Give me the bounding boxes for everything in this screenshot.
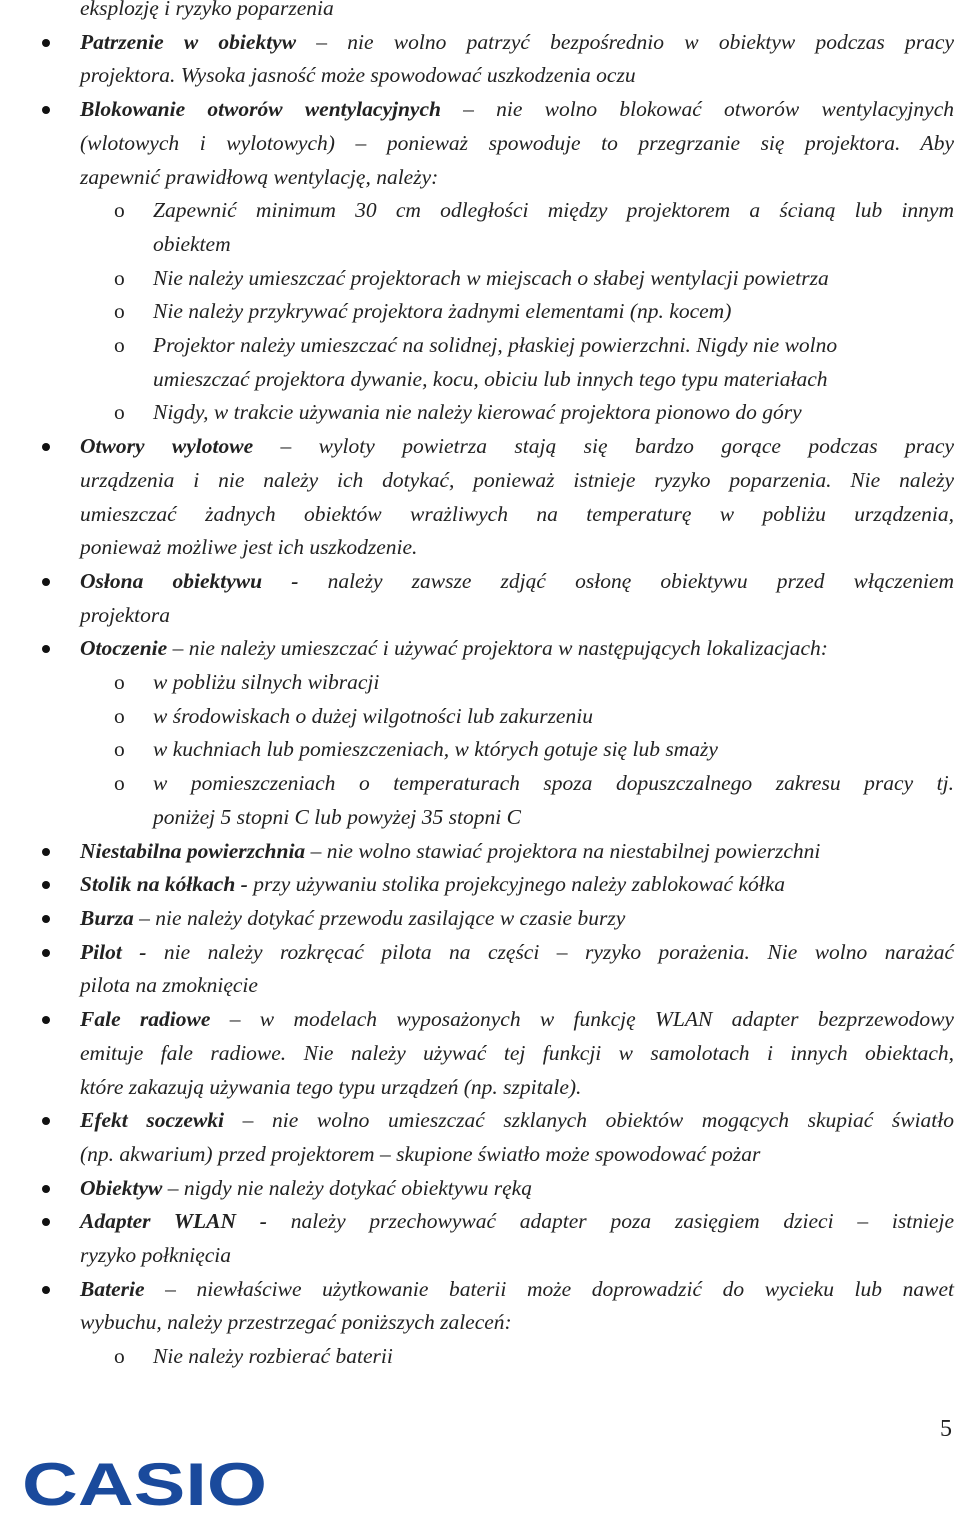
- item-text: Zapewnić minimum 30 cm odległości między projektorem a ścianą lub innym: [153, 198, 954, 223]
- line-text: [80, 1239, 954, 1273]
- item-text: – nie wolno patrzyć bezpośrednio w obiektyw podczas pracy: [296, 29, 954, 54]
- item-text: obiektem: [153, 231, 231, 256]
- sub-item-line: [0, 733, 960, 767]
- line-text: [153, 396, 954, 430]
- bullet-dot-icon: [42, 1185, 50, 1193]
- line-text: [153, 262, 954, 296]
- line-text: [80, 161, 954, 195]
- item-text: – nie wolno blokować otworów wentylacyjnych: [440, 97, 954, 122]
- item-text: – nie wolno stawiać projektora na niestabilnej powierzchni: [305, 838, 821, 863]
- line-text: [80, 498, 954, 532]
- line-text: [153, 700, 954, 734]
- sub-bullet-marker: o: [114, 299, 125, 324]
- item-text: urządzenia i nie należy ich dotykać, ponieważ istnieje ryzyko poparzenia. Nie należy: [80, 467, 954, 492]
- text-line: [0, 599, 960, 633]
- item-text: przy używaniu stolika projekcyjnego należy zablokować kółka: [247, 872, 786, 897]
- line-text: [153, 329, 954, 363]
- item-text: – niewłaściwe użytkowanie baterii może doprowadzić do wycieku lub nawet: [144, 1276, 954, 1301]
- sub-bullet-marker: o: [114, 333, 125, 358]
- line-text: [80, 464, 954, 498]
- line-text: [80, 0, 954, 26]
- sub-bullet-marker: o: [114, 737, 125, 762]
- bullet-dot-icon: [42, 1218, 50, 1226]
- line-text: [153, 228, 954, 262]
- item-heading: Pilot -: [80, 939, 147, 964]
- item-text: pilota na zmoknięcie: [80, 973, 258, 998]
- sub-item-line: [0, 666, 960, 700]
- bullet-item-line: [0, 93, 960, 127]
- item-text: Nie należy rozbierać baterii: [153, 1344, 393, 1369]
- bullet-dot-icon: [42, 106, 50, 114]
- casio-logo: [22, 1457, 272, 1516]
- line-text: [80, 936, 954, 970]
- item-heading: Stolik na kółkach -: [80, 872, 248, 897]
- bullet-dot-icon: [42, 881, 50, 889]
- sub-item-line: [0, 262, 960, 296]
- item-text: w kuchniach lub pomieszczeniach, w których gotuje się lub smaży: [153, 737, 718, 762]
- item-text: eksplozję i ryzyko poparzenia: [80, 0, 334, 20]
- item-heading: Efekt soczewki: [80, 1108, 225, 1133]
- line-text: [80, 1071, 954, 1105]
- text-line: [0, 228, 960, 262]
- bullet-dot-icon: [42, 645, 50, 653]
- line-text: [153, 194, 954, 228]
- item-text: zapewnić prawidłową wentylację, należy:: [80, 164, 439, 189]
- line-text: [153, 363, 954, 397]
- line-text: [80, 1138, 954, 1172]
- item-heading: Baterie: [80, 1276, 145, 1301]
- line-text: [80, 1273, 954, 1307]
- item-text: emituje fale radiowe. Nie należy używać tej funkcji w samolotach i innych obiektach,: [80, 1040, 954, 1065]
- text-line: [0, 127, 960, 161]
- sub-bullet-marker: o: [114, 703, 125, 728]
- sub-item-line: [0, 700, 960, 734]
- text-line: [0, 1138, 960, 1172]
- line-text: [80, 531, 954, 565]
- sub-item-line: [0, 396, 960, 430]
- casio-logo-mark: [22, 1457, 272, 1511]
- line-text: [153, 666, 954, 700]
- item-text: – w modelach wyposażonych w funkcję WLAN adapter bezprzewodowy: [210, 1007, 954, 1032]
- item-text: projektora. Wysoka jasność może spowodować uszkodzenia oczu: [80, 63, 636, 88]
- item-heading: Otoczenie: [80, 636, 168, 661]
- text-line: [0, 59, 960, 93]
- text-line: [0, 1306, 960, 1340]
- sub-bullet-marker: o: [114, 198, 125, 223]
- line-text: [80, 1172, 954, 1206]
- page-number: 5: [940, 1416, 952, 1442]
- line-text: [153, 1340, 954, 1374]
- item-text: umieszczać projektora dywanie, kocu, obiciu lub innych tego typu materiałach: [153, 366, 828, 391]
- sub-bullet-marker: o: [114, 400, 125, 425]
- item-text: Nie należy umieszczać projektorach w miejscach o słabej wentylacji powietrza: [153, 265, 829, 290]
- bullet-dot-icon: [42, 443, 50, 451]
- bullet-dot-icon: [42, 1117, 50, 1125]
- bullet-item-line: [0, 936, 960, 970]
- bullet-item-line: [0, 1205, 960, 1239]
- line-text: [80, 1306, 954, 1340]
- sub-item-line: [0, 295, 960, 329]
- line-text: [80, 1037, 954, 1071]
- bullet-item-line: [0, 1003, 960, 1037]
- item-text: (wlotowych i wylotowych) – ponieważ spowoduje to przegrzanie się projektora. Aby: [80, 130, 954, 155]
- text-line: [0, 498, 960, 532]
- text-line: [0, 363, 960, 397]
- item-text: – nie należy umieszczać i używać projektora w następujących lokalizacjach:: [167, 636, 828, 661]
- item-text: w pomieszczeniach o temperaturach spoza dopuszczalnego zakresu pracy tj.: [153, 771, 954, 796]
- item-text: Nigdy, w trakcie używania nie należy kierować projektora pionowo do góry: [153, 400, 802, 425]
- bullet-item-line: [0, 1273, 960, 1307]
- item-heading: Obiektyw: [80, 1175, 163, 1200]
- item-heading: Burza: [80, 905, 134, 930]
- item-text: umieszczać żadnych obiektów wrażliwych na temperaturę w pobliżu urządzenia,: [80, 501, 954, 526]
- text-line: [0, 464, 960, 498]
- bullet-dot-icon: [42, 39, 50, 47]
- item-text: ponieważ możliwe jest ich uszkodzenie.: [80, 535, 418, 560]
- item-heading: Blokowanie otworów wentylacyjnych: [80, 97, 441, 122]
- item-heading: Niestabilna powierzchnia: [80, 838, 306, 863]
- text-line: [0, 0, 960, 26]
- bullet-dot-icon: [42, 1286, 50, 1294]
- item-heading: Adapter WLAN -: [80, 1209, 267, 1234]
- line-text: [80, 565, 954, 599]
- line-text: [80, 868, 954, 902]
- line-text: [153, 767, 954, 801]
- bullet-dot-icon: [42, 1016, 50, 1024]
- item-heading: Patrzenie w obiektyw: [80, 29, 297, 54]
- item-text: należy zawsze zdjąć osłonę obiektywu przed włączeniem: [298, 568, 954, 593]
- bullet-item-line: [0, 902, 960, 936]
- line-text: [80, 127, 954, 161]
- item-text: w środowiskach o dużej wilgotności lub zakurzeniu: [153, 703, 593, 728]
- line-text: [80, 93, 954, 127]
- line-text: [80, 1104, 954, 1138]
- casio-logo-wordmark: CASIO: [22, 1457, 267, 1511]
- bullet-item-line: [0, 632, 960, 666]
- item-text: ryzyko połknięcia: [80, 1243, 232, 1268]
- item-text: projektora: [80, 602, 170, 627]
- line-text: [153, 733, 954, 767]
- item-heading: Osłona obiektywu -: [80, 568, 299, 593]
- bullet-dot-icon: [42, 915, 50, 923]
- item-text: w pobliżu silnych wibracji: [153, 670, 380, 695]
- text-line: [0, 1239, 960, 1273]
- bullet-dot-icon: [42, 848, 50, 856]
- line-text: [80, 835, 954, 869]
- bullet-item-line: [0, 26, 960, 60]
- bullet-dot-icon: [42, 578, 50, 586]
- sub-item-line: [0, 329, 960, 363]
- item-text: nie należy rozkręcać pilota na części – ryzyko porażenia. Nie wolno narażać: [146, 939, 954, 964]
- text-line: [0, 531, 960, 565]
- sub-bullet-marker: o: [114, 1344, 125, 1369]
- line-text: [80, 1003, 954, 1037]
- item-text: (np. akwarium) przed projektorem – skupione światło może spowodować pożar: [80, 1141, 761, 1166]
- item-text: Projektor należy umieszczać na solidnej, płaskiej powierzchni. Nigdy nie wolno: [153, 333, 838, 358]
- text-line: [0, 969, 960, 1003]
- line-text: [80, 1205, 954, 1239]
- line-text: [80, 599, 954, 633]
- bullet-item-line: [0, 565, 960, 599]
- sub-item-line: [0, 1340, 960, 1374]
- bullet-dot-icon: [42, 949, 50, 957]
- item-text: należy przechowywać adapter poza zasięgiem dzieci – istnieje: [266, 1209, 954, 1234]
- item-text: – nie wolno umieszczać szklanych obiektów mogących skupiać światło: [224, 1108, 954, 1133]
- line-text: [153, 801, 954, 835]
- line-text: [153, 295, 954, 329]
- text-line: [0, 1071, 960, 1105]
- bullet-item-line: [0, 868, 960, 902]
- sub-bullet-marker: o: [114, 771, 125, 796]
- bullet-item-line: [0, 430, 960, 464]
- item-text: które zakazują używania tego typu urządzeń (np. szpitale).: [80, 1074, 582, 1099]
- line-text: [80, 59, 954, 93]
- item-text: – nie należy dotykać przewodu zasilające w czasie burzy: [133, 905, 626, 930]
- text-line: [0, 1037, 960, 1071]
- item-heading: Otwory wylotowe: [80, 434, 254, 459]
- line-text: [80, 969, 954, 1003]
- line-text: [80, 632, 954, 666]
- item-text: – wyloty powietrza stają się bardzo gorące podczas pracy: [253, 434, 954, 459]
- text-line: [0, 161, 960, 195]
- sub-bullet-marker: o: [114, 670, 125, 695]
- item-heading: Fale radiowe: [80, 1007, 211, 1032]
- item-text: wybuchu, należy przestrzegać poniższych zaleceń:: [80, 1310, 512, 1335]
- sub-bullet-marker: o: [114, 265, 125, 290]
- bullet-item-line: [0, 1104, 960, 1138]
- sub-item-line: [0, 767, 960, 801]
- sub-item-line: [0, 194, 960, 228]
- item-text: – nigdy nie należy dotykać obiektywu ręką: [162, 1175, 532, 1200]
- line-text: [80, 902, 954, 936]
- text-line: [0, 801, 960, 835]
- line-text: [80, 26, 954, 60]
- bullet-item-line: [0, 1172, 960, 1206]
- bullet-item-line: [0, 835, 960, 869]
- line-text: [80, 430, 954, 464]
- item-text: poniżej 5 stopni C lub powyżej 35 stopni C: [153, 804, 521, 829]
- item-text: Nie należy przykrywać projektora żadnymi elementami (np. kocem): [153, 299, 732, 324]
